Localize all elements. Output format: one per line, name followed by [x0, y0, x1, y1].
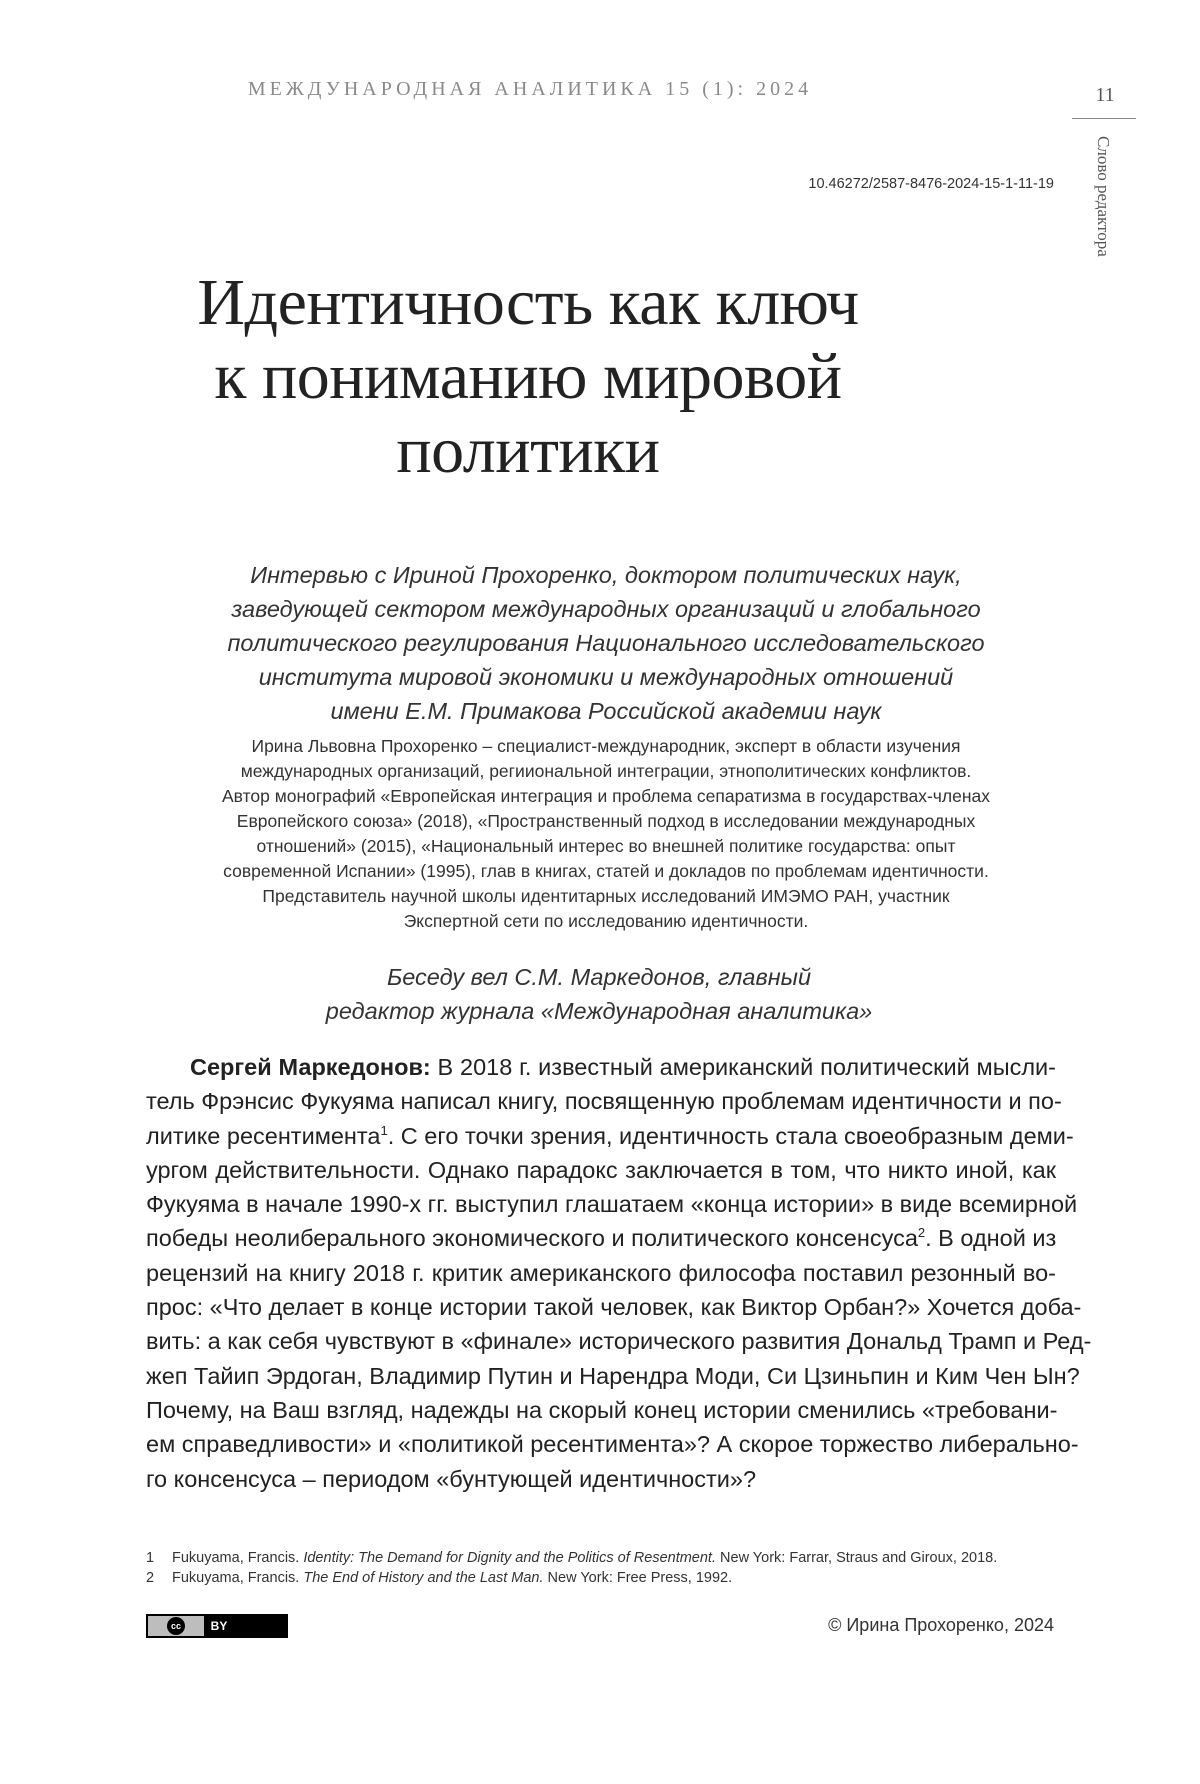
section-label [1093, 136, 1115, 266]
doi: 10.46272/2587-8476-2024-15-1-11-19 [808, 176, 1054, 192]
interviewer-line: Беседу вел С.М. Маркедонов, главный [386, 964, 812, 990]
bio-line: Европейского союза» (2018), «Пространственный подход в исследовании международных [236, 811, 976, 831]
subtitle-line: политического регулирования Национального исследовательского [227, 630, 985, 656]
subtitle-line: института мировой экономики и международных отношений [258, 664, 954, 690]
body-line: рецензий на книгу 2018 г. критик американского философа поставил резонный во- [146, 1259, 1056, 1286]
body-line: вить: а как себя чувствуют в «финале» исторического развития Дональд Трамп и Ред- [146, 1328, 1092, 1355]
section-label-text: Слово редактора [1094, 136, 1113, 257]
article-title [150, 266, 906, 488]
cc-by-license-badge[interactable] [146, 1614, 288, 1638]
page-number: 11 [1095, 84, 1115, 106]
title-line: политики [396, 414, 660, 487]
cc-circle: cc [167, 1617, 185, 1635]
body-line [146, 1050, 1056, 1084]
body-line: Почему, на Ваш взгляд, надежды на скорый конец истории сменились «требовани- [146, 1396, 1058, 1423]
bio-line: Автор монографий «Европейская интеграция и проблема сепаратизма в государствах-членах [221, 786, 990, 806]
footnotes [146, 1548, 1066, 1588]
footnote [146, 1568, 1066, 1588]
footnote-ref[interactable]: 2 [917, 1225, 926, 1241]
body-paragraph [146, 1050, 1092, 1496]
body-line: жеп Тайип Эрдоган, Владимир Путин и Нарендра Моди, Си Цзиньпин и Ким Чен Ын? [146, 1362, 1080, 1389]
footnote-number: 2 [146, 1570, 155, 1586]
body-text: . В одной из [925, 1225, 1057, 1252]
body-text: В 2018 г. известный американский политический мысли- [430, 1054, 1056, 1080]
body-text: победы неолиберального экономического и политического консенсуса [146, 1225, 918, 1252]
creative-commons-icon [148, 1616, 204, 1636]
bio-line: Ирина Львовна Прохоренко – специалист-международник, эксперт в области изучения [251, 736, 961, 756]
footnote-author: Fukuyama, Francis. [172, 1570, 304, 1586]
bio-line: современной Испании» (1995), глав в книгах, статей и докладов по проблемам идентичности. [223, 861, 989, 881]
copyright-notice: © Ирина Прохоренко, 2024 [828, 1615, 1054, 1635]
footnote-text [172, 1548, 997, 1568]
body-line: го консенсуса – периодом «бунтующей идентичности»? [146, 1465, 757, 1492]
bio-line: международных организаций, регииональной интеграции, этнополитических конфликтов. [240, 761, 972, 781]
body-line: прос: «Что делает в конце истории такой человек, как Виктор Орбан?» Хочется доба- [146, 1294, 1082, 1321]
footnote-number: 1 [146, 1550, 155, 1566]
footnote-publisher: New York: Free Press, 1992. [543, 1570, 733, 1586]
author-bio [150, 734, 1062, 934]
bio-line: Экспертной сети по исследованию идентичности. [403, 911, 809, 931]
cc-by-label: BY [204, 1616, 234, 1636]
running-head: МЕЖДУНАРОДНАЯ АНАЛИТИКА 15 (1): 2024 [247, 78, 813, 100]
body-line: ургом действительности. Однако парадокс заключается в том, что никто иной, как [146, 1156, 1056, 1183]
subtitle-line: Интервью с Ириной Прохоренко, доктором политических наук, [250, 562, 962, 588]
body-line [146, 1119, 1074, 1153]
subtitle-line: имени Е.М. Примакова Российской академии наук [330, 698, 882, 724]
footnote-publisher: New York: Farrar, Straus and Giroux, 2018. [716, 1550, 998, 1566]
footnote [146, 1548, 1066, 1568]
footnote-title: Identity: The Demand for Dignity and the Politics of Resentment. [303, 1550, 716, 1566]
body-text: литике ресентимента [146, 1122, 381, 1149]
interviewer-line: редактор журнала «Международная аналитика» [325, 998, 873, 1024]
footnote-ref[interactable]: 1 [380, 1122, 388, 1138]
footnote-text [172, 1568, 732, 1588]
body-line: тель Фрэнсис Фукуяма написал книгу, посвященную проблемам идентичности и по- [146, 1088, 1062, 1115]
subtitle-line: заведующей сектором международных организаций и глобального [231, 596, 981, 622]
interview-subtitle [146, 558, 1066, 728]
body-text: . С его точки зрения, идентичность стала своеобразным деми- [387, 1122, 1074, 1149]
title-line: к пониманию мировой [214, 340, 842, 413]
speaker-name: Сергей Маркедонов: [190, 1054, 431, 1080]
bio-line: Представитель научной школы идентитарных исследований ИМЭМО РАН, участник [262, 886, 950, 906]
footnote-title: The End of History and the Last Man. [303, 1570, 544, 1586]
body-line [146, 1221, 1056, 1255]
page-number-divider [1072, 118, 1136, 119]
bio-line: отношений» (2015), «Национальный интерес во внешней политике государства: опыт [256, 836, 956, 856]
interviewer-credit [200, 960, 998, 1028]
body-line: ем справедливости» и «политикой ресентимента»? А скорое торжество либерально- [146, 1431, 1079, 1458]
title-line: Идентичность как ключ [197, 266, 859, 339]
cc-badge-fill [234, 1616, 286, 1636]
body-line: Фукуяма в начале 1990-х гг. выступил глашатаем «конца истории» в виде всемирной [146, 1191, 1078, 1218]
footnote-author: Fukuyama, Francis. [172, 1550, 304, 1566]
